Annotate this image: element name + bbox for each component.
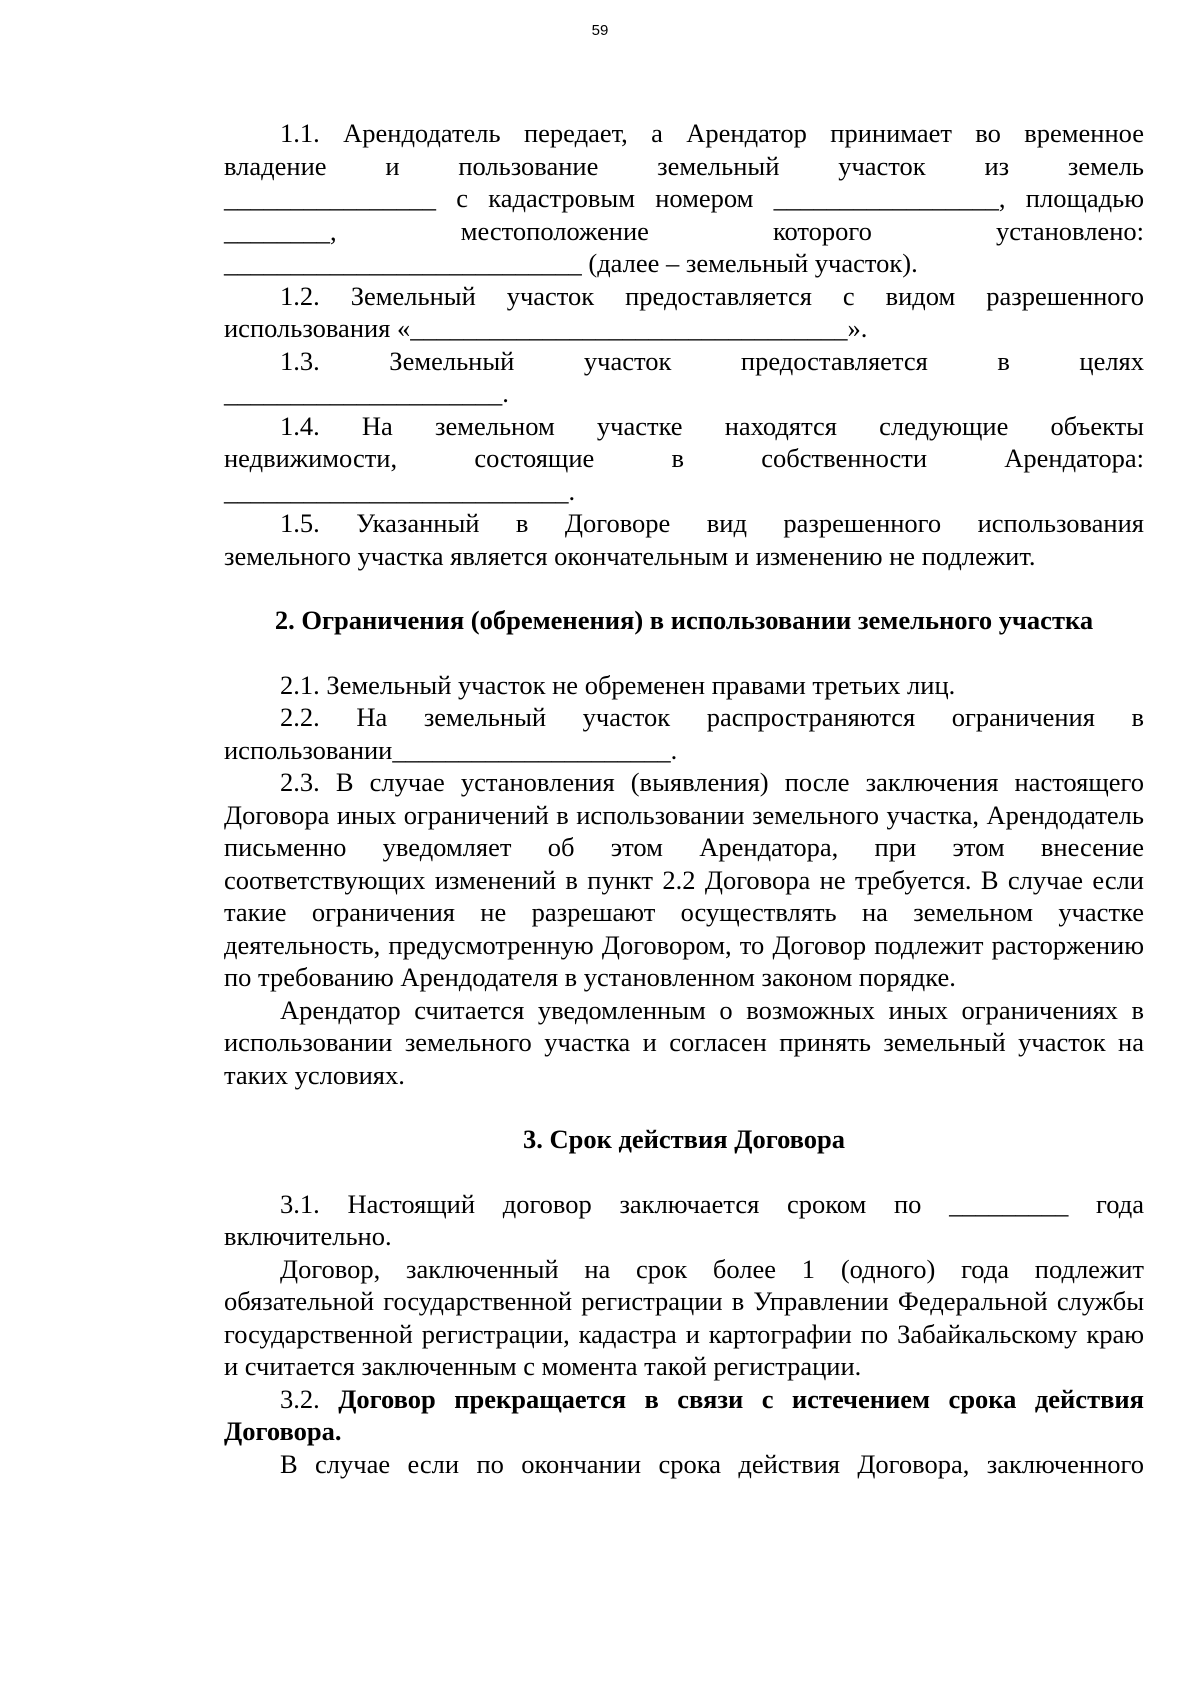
clause-2-3-notice: Арендатор считается уведомленным о возможных иных ограничениях в использовании земельного участка и согласен принять земельный участок на таких условиях. [224, 994, 1144, 1090]
section-2-heading: 2. Ограничения (обременения) в использовании земельного участка [274, 605, 1094, 635]
clause-1-3-line-1: 1.3. Земельный участок предоставляется в целях [280, 345, 1144, 376]
clause-1-2-line-2: использования «_________________________________». [224, 313, 868, 343]
clause-1-4-line-1: 1.4. На земельном участке находятся следующие объекты [280, 410, 1144, 441]
document-body [224, 117, 1144, 1480]
clause-3-2-bold-text: Договор прекращается в связи с истечением срока действия Договора. [224, 1383, 1145, 1446]
clause-3-2 [224, 1383, 1144, 1448]
clause-1-1-line-5: ___________________________ (далее – земельный участок). [224, 248, 918, 278]
clause-3-1-line-1: 3.1. Настоящий договор заключается сроком по _________ года [280, 1188, 1144, 1219]
clause-2-1: 2.1. Земельный участок не обременен правами третьих лиц. [280, 669, 956, 700]
clause-1-1-line-2: владение и пользование земельный участок из земель [224, 150, 1144, 181]
clause-1-1-line-4: ________, местоположение которого установлено: [224, 215, 1144, 246]
clause-1-2-line-1: 1.2. Земельный участок предоставляется с видом разрешенного [280, 280, 1144, 311]
clause-1-5-line-1: 1.5. Указанный в Договоре вид разрешенного использования [280, 508, 1144, 538]
clause-1-3-line-2: _____________________. [224, 378, 509, 408]
clause-1-4-line-3: __________________________. [224, 475, 576, 506]
page-number: 59 [591, 22, 609, 39]
clause-2-2-line-1: 2.2. На земельный участок распространяются ограничения в [280, 702, 1144, 732]
clause-1-1-line-1: 1.1. Арендодатель передает, а Арендатор принимает во временное [280, 118, 1144, 148]
clause-1-1-line-3: ________________ с кадастровым номером _________________, площадью [224, 183, 1144, 213]
clause-3-1-line-2: включительно. [224, 1221, 392, 1251]
clause-2-2-line-2: использовании_____________________. [224, 734, 678, 765]
clause-3-1-registration: Договор, заключенный на срок более 1 (одного) года подлежит обязательной государственной регистрации в Управлении Федеральной службы государственной регистрации, кадастра и картографии по Забайкальскому краю и считается заключенным с момента такой регистрации. [224, 1253, 1144, 1381]
clause-1-5-line-2: земельного участка является окончательным и изменению не подлежит. [224, 540, 1036, 571]
clause-3-2-number: 3.2. [280, 1383, 320, 1414]
clause-2-3: 2.3. В случае установления (выявления) после заключения настоящего Договора иных ограничений в использовании земельного участка, Арендодатель письменно уведомляет об этом Арендатора, при этом внесение соответствующих изменений в пункт 2.2 Договора не требуется. В случае если такие ограничения не разрешают осуществлять на земельном участке деятельность, предусмотренную Договором, то Договор подлежит расторжению по требованию Арендодателя в установленном законом порядке. [224, 767, 1144, 992]
clause-3-3-start: В случае если по окончании срока действия Договора, заключенного [280, 1448, 1144, 1479]
section-3-heading: 3. Срок действия Договора [522, 1124, 846, 1154]
clause-1-4-line-2: недвижимости, состоящие в собственности Арендатора: [224, 443, 1144, 473]
